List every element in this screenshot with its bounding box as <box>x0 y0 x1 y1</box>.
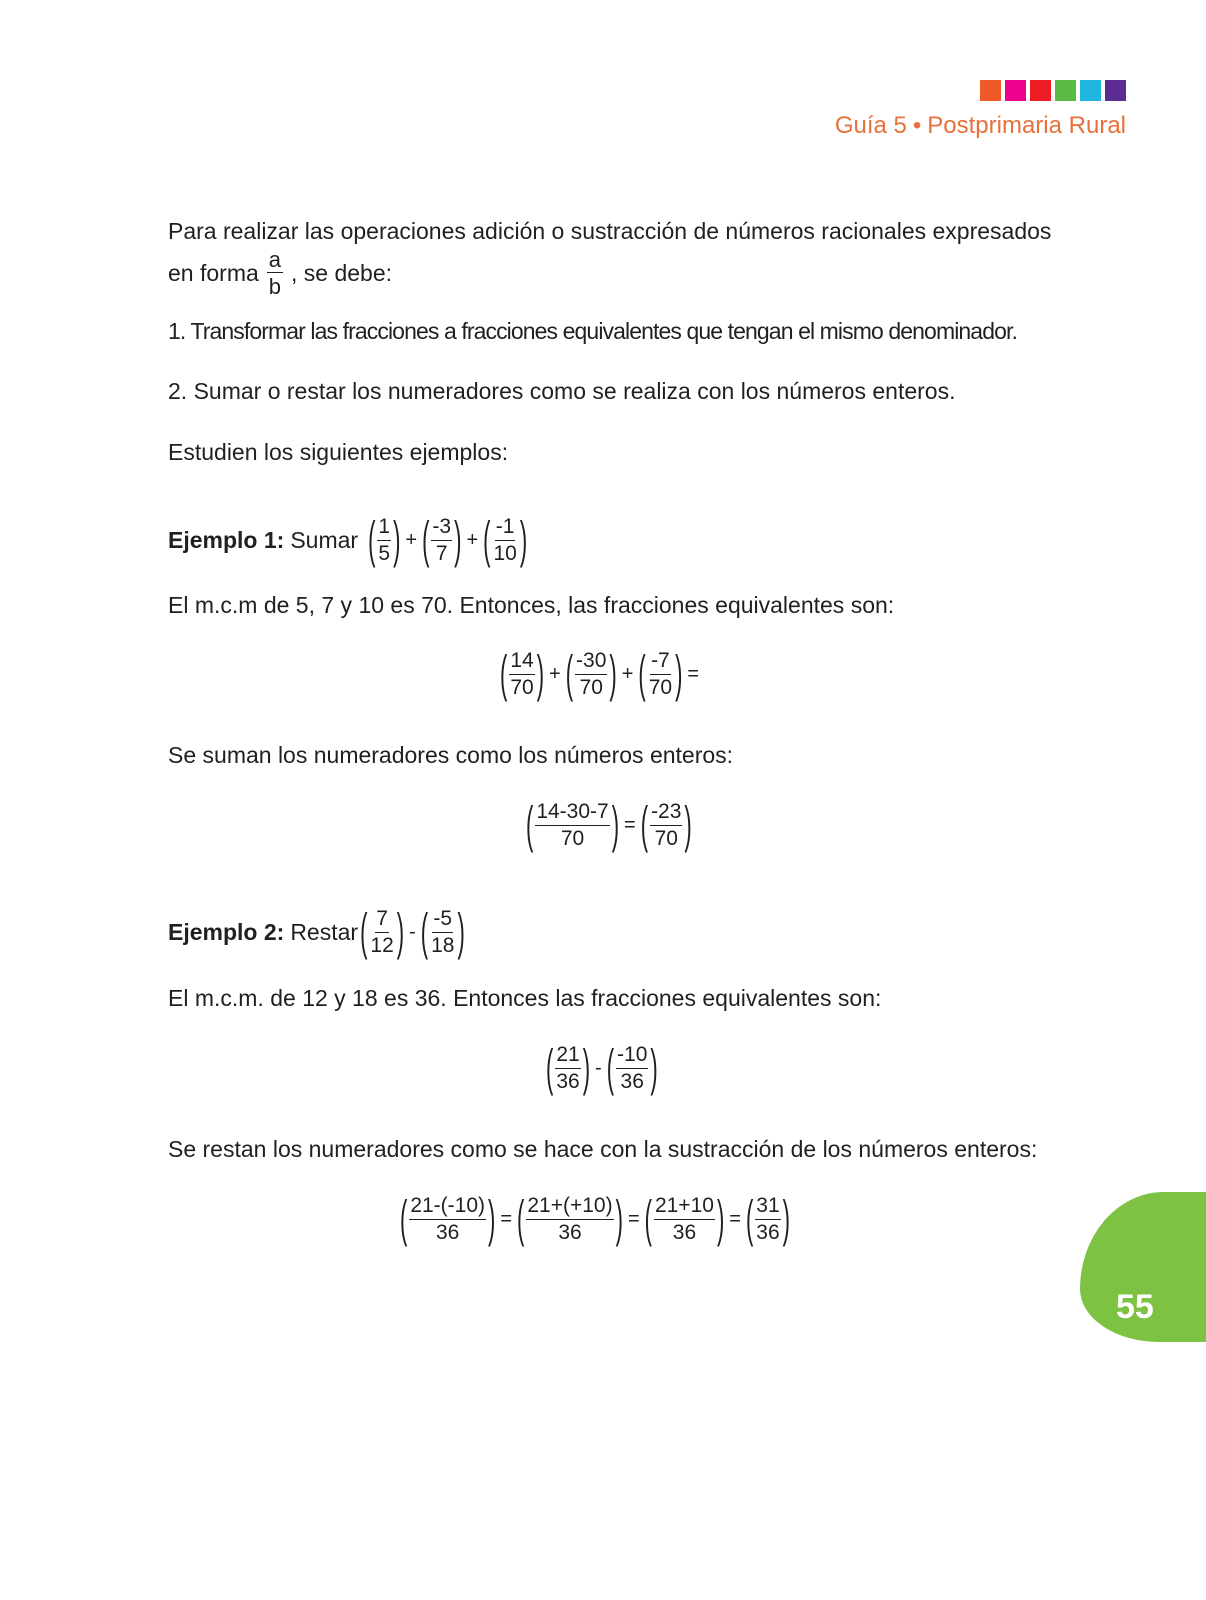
plus-sign: + <box>549 663 561 686</box>
fraction-term: ( $\frac{14-30-7}{70}$ ) <box>526 795 620 854</box>
color-bar <box>980 80 1126 101</box>
equals-sign: = <box>729 1208 741 1231</box>
step-1: 1. Transformar las fracciones a fracciones equivalentes que tengan el mismo denominador. <box>168 318 1017 344</box>
fraction-term: ( $\frac{-7}{70}$ ) <box>638 644 683 703</box>
example-1-heading <box>168 510 528 569</box>
intro-pre: en forma <box>168 259 259 286</box>
program-label: Postprimaria Rural <box>927 112 1126 139</box>
intro-line-2 <box>168 248 392 298</box>
fraction-numerator: a <box>268 247 282 272</box>
equals-sign: = <box>624 814 636 837</box>
example-2-result <box>400 1189 790 1248</box>
equals-sign: = <box>500 1208 513 1231</box>
example-1-verb: Sumar <box>290 527 359 554</box>
color-square-1 <box>980 80 1001 101</box>
fraction-term: ( $\frac{21}{36}$ ) <box>546 1038 591 1097</box>
example-2-sub-text: Se restan los numeradores como se hace con la sustracción de los números enteros: <box>168 1136 1038 1162</box>
plus-sign: + <box>405 529 418 552</box>
fraction-term: ( $\frac{7}{12}$ ) <box>360 902 405 961</box>
equals-sign: = <box>627 1208 640 1231</box>
fraction-term: ( $\frac{21+10}{36}$ ) <box>644 1189 725 1248</box>
color-square-5 <box>1080 80 1101 101</box>
fraction-term: ( $\frac{21-(-10)}{36}$ ) <box>400 1189 496 1248</box>
fraction-term: ( $\frac{31}{36}$ ) <box>745 1189 790 1248</box>
example-1-equivalents <box>500 644 704 703</box>
example-2-verb: Restar <box>290 919 359 946</box>
fraction-denominator: b <box>268 274 282 300</box>
color-square-2 <box>1005 80 1026 101</box>
fraction-term: ( $\frac{-3}{7}$ ) <box>422 510 462 569</box>
color-square-3 <box>1030 80 1051 101</box>
example-1-result <box>526 795 692 854</box>
equals-sign: = <box>687 663 700 686</box>
step-2: 2. Sumar o restar los numeradores como se realiza con los números enteros. <box>168 378 956 404</box>
header-separator: • <box>912 112 922 139</box>
guide-label: Guía 5 <box>834 112 907 139</box>
fraction-term: ( $\frac{-30}{70}$ ) <box>565 644 617 703</box>
header-title <box>835 112 1126 140</box>
fraction-term: ( $\frac{-5}{18}$ ) <box>420 902 465 961</box>
plus-sign: + <box>466 529 479 552</box>
example-1-mcm: El m.c.m de 5, 7 y 10 es 70. Entonces, las fracciones equivalentes son: <box>168 592 895 618</box>
plus-sign: + <box>621 663 634 686</box>
color-square-4 <box>1055 80 1076 101</box>
example-1-sum-text: Se suman los numeradores como los números enteros: <box>168 742 734 768</box>
intro-post: , se debe: <box>291 259 393 286</box>
example-2-label: Ejemplo 2: <box>168 919 285 946</box>
fraction-term: ( $\frac{14}{70}$ ) <box>500 644 545 703</box>
fraction-term: ( $\frac{1}{5}$ ) <box>368 510 401 569</box>
color-square-6 <box>1105 80 1126 101</box>
fraction-a-b <box>267 248 283 298</box>
fraction-term: ( $\frac{21+(+10)}{36}$ ) <box>517 1189 623 1248</box>
example-2-mcm: El m.c.m. de 12 y 18 es 36. Entonces las fracciones equivalentes son: <box>168 985 882 1011</box>
example-1-label: Ejemplo 1: <box>168 527 285 554</box>
page-number: 55 <box>1116 1288 1154 1326</box>
fraction-term: ( $\frac{-10}{36}$ ) <box>606 1038 658 1097</box>
example-2-heading <box>168 902 465 961</box>
minus-sign: - <box>409 921 416 944</box>
intro-line-1: Para realizar las operaciones adición o sustracción de números racionales expresados <box>168 218 1052 244</box>
fraction-term: ( $\frac{-23}{70}$ ) <box>640 795 692 854</box>
fraction-term: ( $\frac{-1}{10}$ ) <box>483 510 528 569</box>
minus-sign: - <box>595 1057 602 1080</box>
study-text: Estudien los siguientes ejemplos: <box>168 439 509 465</box>
example-2-equivalents <box>546 1038 658 1097</box>
